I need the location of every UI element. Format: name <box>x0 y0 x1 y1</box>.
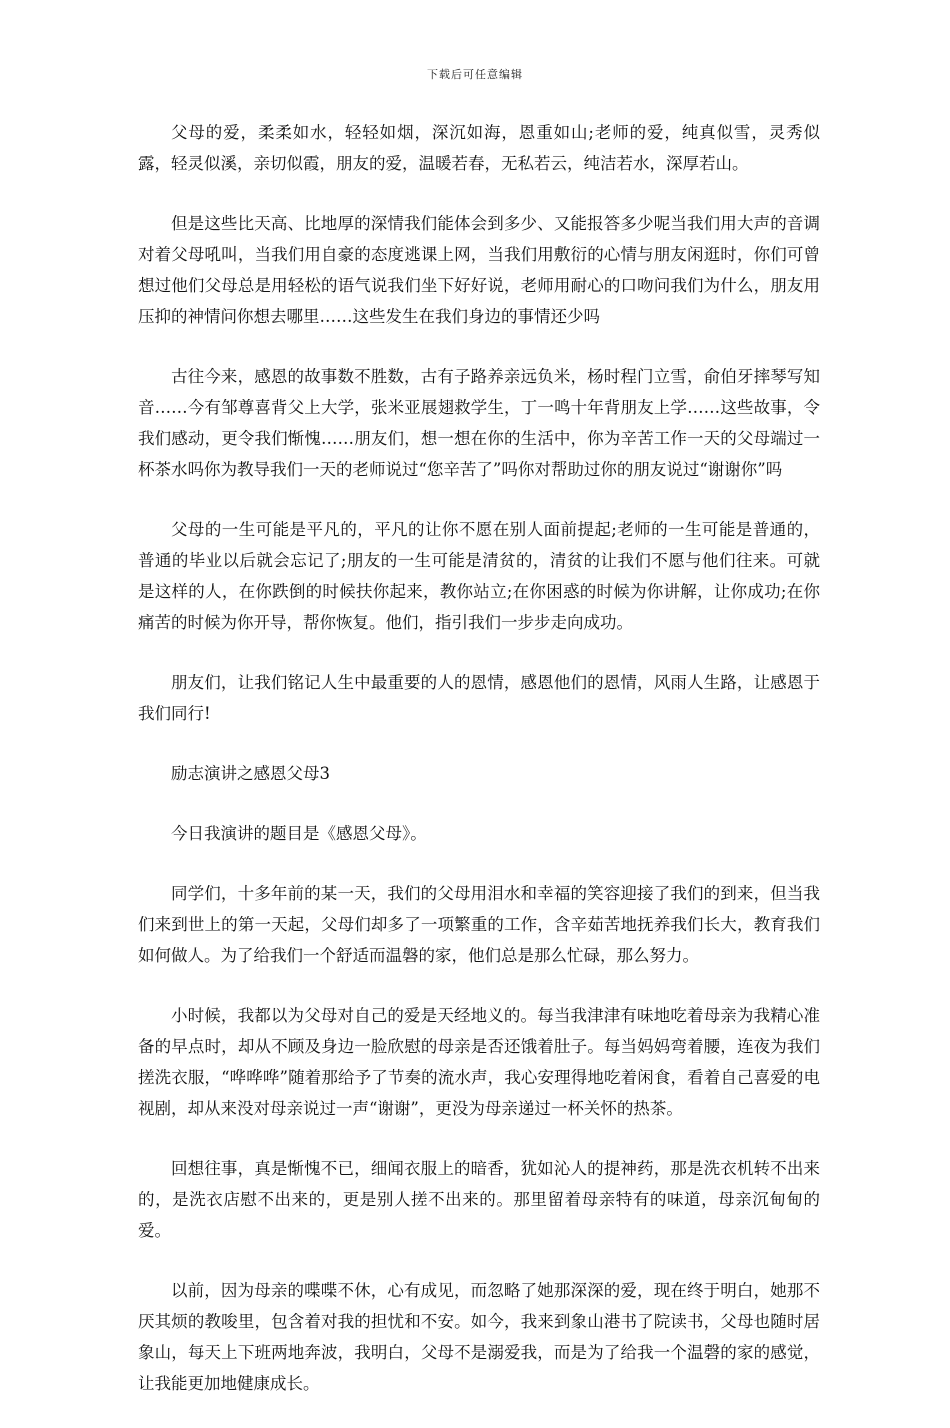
paragraph: 朋友们，让我们铭记人生中最重要的人的恩情，感恩他们的恩情，风雨人生路，让感恩于我们同行! <box>138 673 820 723</box>
paragraph: 回想往事，真是惭愧不已，细闻衣服上的暗香，犹如沁人的提神药，那是洗衣机转不出来的，是洗衣店慰不出来的，更是别人搓不出来的。那里留着母亲特有的味道，母亲沉甸甸的爱。 <box>138 1159 820 1240</box>
paragraph: 同学们，十多年前的某一天，我们的父母用泪水和幸福的笑容迎接了我们的到来，但当我们来到世上的第一天起，父母们却多了一项繁重的工作，含辛茹苦地抚养我们长大，教育我们如何做人。为了给我们一个舒适而温磐的家，他们总是那么忙碌，那么努力。 <box>138 884 820 965</box>
paragraph: 古往今来，感恩的故事数不胜数，古有子路养亲远负米，杨时程门立雪，俞伯牙摔琴写知音……今有邹尊喜背父上大学，张米亚展翅救学生，丁一鸣十年背朋友上学……这些故事，令我们感动，更令我们惭愧……朋友们，想一想在你的生活中，你为辛苦工作一天的父母端过一杯茶水吗你为教导我们一天的老师说过“您辛苦了”吗你对帮助过你的朋友说过“谢谢你”吗 <box>138 367 820 479</box>
paragraph: 小时候，我都以为父母对自己的爱是天经地义的。每当我津津有味地吃着母亲为我精心准备的早点时，却从不顾及身边一脸欣慰的母亲是否还饿着肚子。每当妈妈弯着腰，连夜为我们搓洗衣服，“哗哗哗”随着那给予了节奏的流水声，我心安理得地吃着闲食，看着自己喜爱的电视剧，却从来没对母亲说过一声“谢谢”，更没为母亲递过一杯关怀的热茶。 <box>138 1006 820 1118</box>
paragraph: 但是这些比天高、比地厚的深情我们能体会到多少、又能报答多少呢当我们用大声的音调对着父母吼叫，当我们用自豪的态度逃课上网，当我们用敷衍的心情与朋友闲逛时，你们可曾想过他们父母总是用轻松的语气说我们坐下好好说，老师用耐心的口吻问我们为什么，朋友用压抑的神情问你想去哪里……这些发生在我们身边的事情还少吗 <box>138 214 820 326</box>
paragraph: 以前，因为母亲的喋喋不休，心有成见，而忽略了她那深深的爱，现在终于明白，她那不厌其烦的教唆里，包含着对我的担忧和不安。如今，我来到象山港书了院读书，父母也随时居象山，每天上下班两地奔波，我明白，父母不是溺爱我，而是为了给我一个温磬的家的感觉，让我能更加地健康成长。 <box>138 1281 820 1393</box>
page-header-note: 下载后可任意编辑 <box>427 68 523 81</box>
document-body <box>138 117 820 1428</box>
paragraph: 父母的爱，柔柔如水，轻轻如烟，深沉如海，恩重如山;老师的爱，纯真似雪，灵秀似露，轻灵似溪，亲切似霞，朋友的爱，温暖若春，无私若云，纯洁若水，深厚若山。 <box>138 123 820 173</box>
paragraph: 父母的一生可能是平凡的，平凡的让你不愿在别人面前提起;老师的一生可能是普通的，普通的毕业以后就会忘记了;朋友的一生可能是清贫的，清贫的让我们不愿与他们往来。可就是这样的人，在你跌倒的时候扶你起来，教你站立;在你困惑的时候为你讲解，让你成功;在你痛苦的时候为你开导，帮你恢复。他们，指引我们一步步走向成功。 <box>138 520 820 632</box>
section-title: 励志演讲之感恩父母3 <box>171 764 330 783</box>
paragraph: 今日我演讲的题目是《感恩父母》。 <box>171 824 427 843</box>
